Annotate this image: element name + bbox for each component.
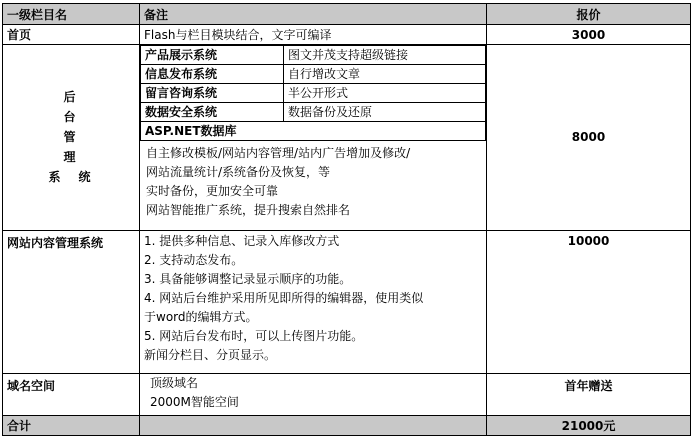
module-desc: 半公开形式 (284, 83, 486, 102)
total-label: 合计 (3, 415, 140, 435)
module-name: 信息发布系统 (141, 64, 284, 83)
module-name: 数据安全系统 (141, 102, 284, 121)
total-price: 21000元 (487, 415, 691, 435)
module-row (141, 102, 486, 121)
row-backend (3, 44, 691, 230)
cms-item: 1. 提供多种信息、记录入库修改方式 (144, 234, 340, 249)
backend-notes (140, 141, 486, 220)
cms-name: 网站内容管理系统 (3, 231, 140, 374)
backend-name-char: 台 (63, 110, 79, 125)
module-desc: 自行增改文章 (284, 64, 486, 83)
backend-name-char: 管 (63, 130, 79, 145)
backend-name (3, 44, 140, 230)
quote-table (2, 3, 691, 436)
backend-price: 8000 (487, 44, 691, 230)
domain-note: 顶级域名 (150, 375, 199, 390)
cms-item: 2. 支持动态发布。 (144, 253, 244, 268)
home-note: Flash与栏目模块结合，文字可编译 (140, 25, 487, 44)
cms-detail (140, 231, 487, 374)
backend-modules-table (140, 45, 486, 141)
backend-name-char: 理 (63, 150, 79, 165)
module-name: 产品展示系统 (141, 45, 284, 64)
home-name: 首页 (3, 25, 140, 44)
row-total (3, 415, 691, 435)
domain-price: 首年赠送 (487, 373, 691, 415)
header-column-name: 一级栏目名 (3, 4, 140, 25)
module-row (141, 45, 486, 64)
backend-note-line: 网站流量统计/系统备份及恢复，等 (146, 164, 331, 179)
module-desc: 数据备份及还原 (284, 102, 486, 121)
backend-note-line: 自主修改模板/网站内容管理/站内广告增加及修改/ (146, 145, 411, 160)
domain-note: 2000M智能空间 (150, 394, 239, 409)
database-spacer (284, 121, 486, 140)
backend-name-char: 系 统 (48, 170, 94, 185)
quote-table-container (2, 3, 690, 436)
header-row (3, 4, 691, 25)
cms-item: 5. 网站后台发布时，可以上传图片功能。 (144, 329, 364, 344)
database-label: ASP.NET数据库 (141, 121, 284, 140)
row-domain (3, 373, 691, 415)
module-desc: 图文并茂支持超级链接 (284, 45, 486, 64)
header-column-note: 备注 (140, 4, 487, 25)
domain-detail (140, 373, 487, 415)
home-price: 3000 (487, 25, 691, 44)
module-row (141, 64, 486, 83)
backend-name-char: 后 (63, 90, 79, 105)
cms-price: 10000 (487, 231, 691, 374)
module-name: 留言咨询系统 (141, 83, 284, 102)
row-cms (3, 231, 691, 374)
total-note (140, 415, 487, 435)
cms-item: 于word的编辑方式。 (144, 310, 258, 325)
cms-item: 3. 具备能够调整记录显示顺序的功能。 (144, 272, 352, 287)
domain-name: 域名空间 (3, 373, 140, 415)
database-row (141, 121, 486, 140)
module-row (141, 83, 486, 102)
backend-detail (140, 44, 487, 230)
backend-note-line: 网站智能推广系统，提升搜索自然排名 (146, 202, 351, 217)
cms-item: 新闻分栏目、分页显示。 (144, 348, 277, 363)
row-home (3, 25, 691, 44)
header-column-price: 报价 (487, 4, 691, 25)
cms-item: 4. 网站后台维护采用所见即所得的编辑器，使用类似 (144, 291, 424, 306)
backend-note-line: 实时备份，更加安全可靠 (146, 183, 279, 198)
